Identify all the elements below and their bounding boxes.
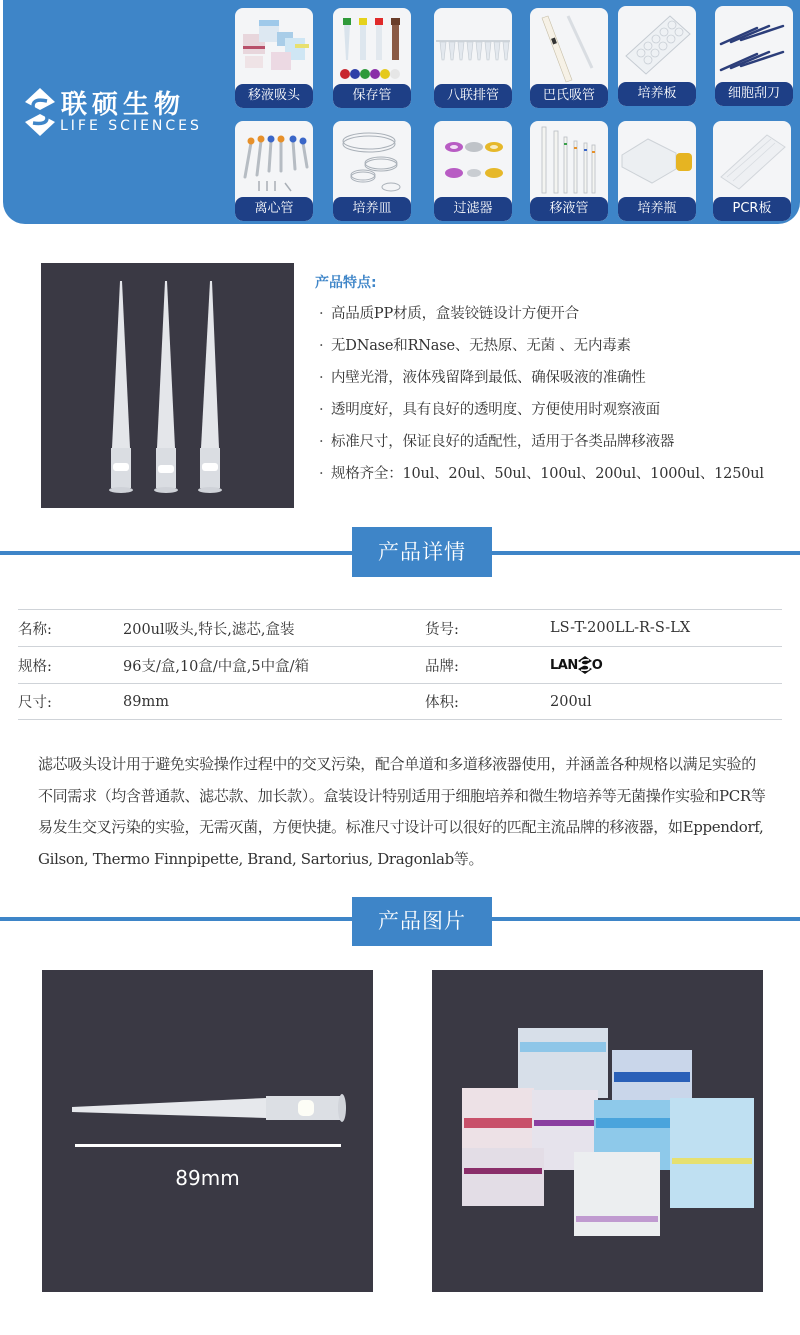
measure-label: 89mm <box>175 1166 240 1190</box>
category-tile-culture-plate[interactable] <box>618 6 696 106</box>
measure-line <box>75 1144 341 1147</box>
spec-key: 品牌: <box>425 658 459 675</box>
table-row <box>18 609 782 646</box>
feature-item: · 高品质PP材质，盒装铰链设计方便开合 <box>319 306 579 322</box>
spec-value <box>550 656 782 674</box>
table-row <box>18 646 782 683</box>
category-label: 巴氏吸管 <box>530 84 608 108</box>
company-logo[interactable] <box>23 84 223 140</box>
brand-name-cn: 联硕生物 <box>61 90 186 120</box>
spec-key: 名称: <box>18 621 52 638</box>
tip-boxes-icon <box>432 970 763 1292</box>
spec-value: 200ul吸头,特长,滤芯,盒装 <box>123 621 295 638</box>
culture-flask-icon <box>618 121 696 197</box>
category-label: 八联排管 <box>434 84 512 108</box>
storage-tube-icon <box>333 8 411 84</box>
category-label: 培养板 <box>618 82 696 106</box>
category-tile-pipette-tips[interactable] <box>235 8 313 108</box>
category-label: 移液管 <box>530 197 608 221</box>
table-row <box>18 683 782 720</box>
petri-dish-icon <box>333 121 411 197</box>
category-label: PCR板 <box>713 197 791 221</box>
spec-key: 尺寸: <box>18 695 52 711</box>
product-photo-boxes <box>432 970 763 1292</box>
pcr-plate-icon <box>713 121 791 197</box>
pipette-tips-icon <box>235 8 313 84</box>
feature-item: · 规格齐全：10ul、20ul、50ul、100ul、200ul、1000ul、1250ul <box>319 466 764 482</box>
features-title: 产品特点: <box>315 275 377 291</box>
category-tile-serological-pipette[interactable] <box>530 121 608 221</box>
category-tile-cell-scraper[interactable] <box>715 6 793 106</box>
spec-value: LS-T-200LL-R-S-LX <box>550 620 691 636</box>
category-banner <box>3 0 800 224</box>
product-photo-three-tips <box>41 263 294 508</box>
category-label: 细胞刮刀 <box>715 82 793 106</box>
lanso-s-mark-icon <box>578 656 592 674</box>
category-label: 离心管 <box>235 197 313 221</box>
feature-item: · 无DNase和RNase、无热原、无菌 、无内毒素 <box>319 338 631 354</box>
logo-s-mark-icon <box>25 88 55 136</box>
product-features <box>315 272 800 490</box>
pasteur-pipette-icon <box>530 8 608 84</box>
spec-value: 200ul <box>550 693 592 710</box>
category-tile-pcr-strip[interactable] <box>434 8 512 108</box>
pipette-tip-horizontal-icon <box>42 970 373 1292</box>
category-tile-petri-dish[interactable] <box>333 121 411 221</box>
category-tile-storage-tube[interactable] <box>333 8 411 108</box>
category-tile-culture-flask[interactable] <box>618 121 696 221</box>
spec-key: 规格: <box>18 658 52 675</box>
feature-item: · 内壁光滑，液体残留降到最低、确保吸液的准确性 <box>319 370 646 386</box>
spec-key: 体积: <box>425 695 459 711</box>
category-tile-pcr-plate[interactable] <box>713 121 791 221</box>
centrifuge-tube-icon <box>235 121 313 197</box>
category-tile-centrifuge-tube[interactable] <box>235 121 313 221</box>
category-label: 移液吸头 <box>235 84 313 108</box>
section-title-images: 产品图片 <box>352 897 492 946</box>
cell-scraper-icon <box>715 6 793 82</box>
spec-value: 96支/盒,10盒/中盒,5中盒/箱 <box>123 658 309 675</box>
feature-item: · 透明度好，具有良好的透明度、方便使用时观察液面 <box>319 402 660 418</box>
feature-item: · 标准尺寸，保证良好的适配性，适用于各类品牌移液器 <box>319 434 675 450</box>
culture-plate-icon <box>618 6 696 82</box>
serological-pipette-icon <box>530 121 608 197</box>
category-label: 过滤器 <box>434 197 512 221</box>
pipette-tip-icon <box>41 263 294 508</box>
category-label: 培养瓶 <box>618 197 696 221</box>
pcr-strip-tube-icon <box>434 8 512 84</box>
category-tile-pasteur-pipette[interactable] <box>530 8 608 108</box>
spec-value: 89mm <box>123 693 169 710</box>
category-label: 保存管 <box>333 84 411 108</box>
category-tile-filter[interactable] <box>434 121 512 221</box>
product-description: 滤芯吸头设计用于避免实验操作过程中的交叉污染，配合单道和多道移液器使用，并涵盖各种规格以满足实验的不同需求（均含普通款、滤芯款、加长款）。盒装设计特别适用于细胞培养和微生物培养等无菌操作实验和PCR等易发生交叉污染的实验，无需灭菌，方便快捷。标准尺寸设计可以很好的匹配主流品牌的移液器，如Eppendorf, Gilson, Thermo Finnpipette, Brand, Sartorius, Dragonlab等。 <box>38 755 766 868</box>
section-title-details: 产品详情 <box>352 527 492 577</box>
lanso-brand-logo: LAN O <box>550 657 603 673</box>
brand-name-en: LIFE SCIENCES <box>60 118 202 134</box>
product-photo-dimension <box>42 970 373 1292</box>
spec-table <box>18 609 782 720</box>
category-label: 培养皿 <box>333 197 411 221</box>
filter-icon <box>434 121 512 197</box>
spec-key: 货号: <box>425 621 459 638</box>
